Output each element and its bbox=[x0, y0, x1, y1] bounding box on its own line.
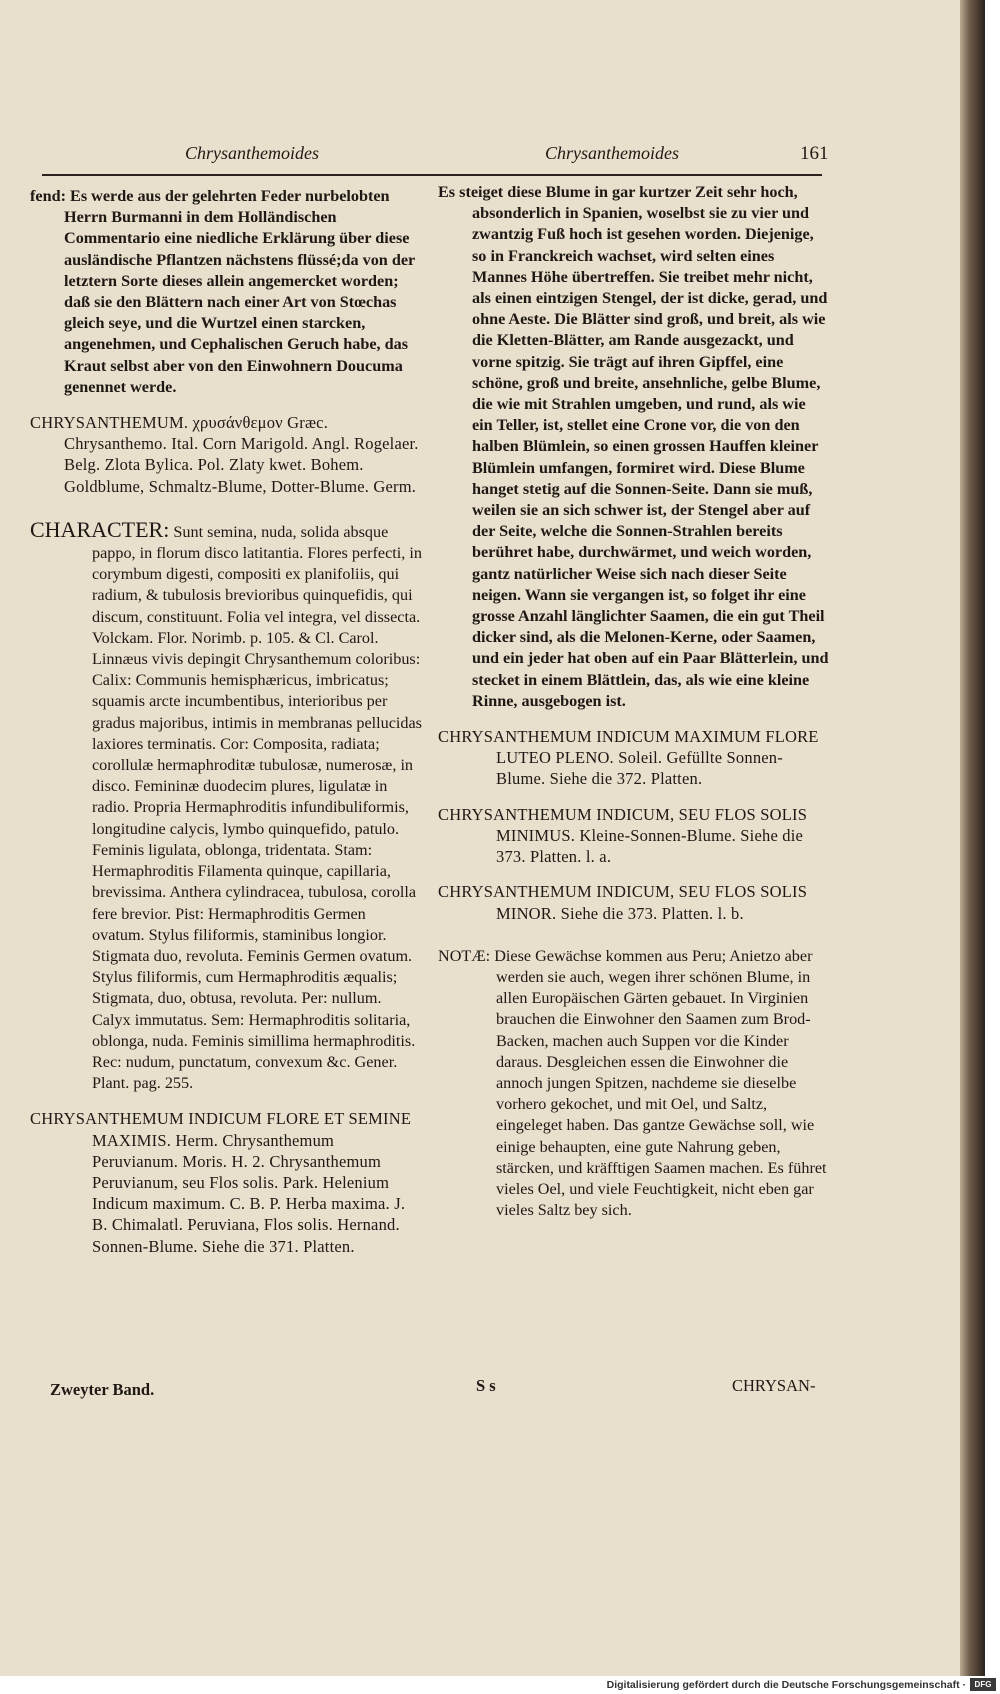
right-paragraph-minimus: CHRYSANTHEMUM INDICUM, SEU FLOS SOLIS MINIMUS. Kleine-Sonnen-Blume. Siehe die 373. Platten. l. a. bbox=[438, 804, 808, 867]
page-number: 161 bbox=[800, 143, 829, 164]
right-paragraph-description: Es steiget diese Blume in gar kurtzer Zeit sehr hoch, absonderlich in Spanien, woselbst sie zu vier und zwantzig Fuß hoch ist gesehen worden. Diejenige, so in Franckreich wachset, wird selten eines Mannes Höhe übertreffen. Sie treibet mehr nicht, als einen eintzigen Stengel, der ist dicke, gerad, und ohne Aeste. Die Blätter sind groß, und breit, als wie die Kletten-Blätter, am Rande ausgezackt, und vorne spitzig. Sie trägt auf ihren Gipffel, eine schöne, groß und breite, ansehnliche, gelbe Blume, die wie mit Strahlen umgeben, und rund, als wie ein Teller, ist, stellet eine Crone vor, die von den halben Blümlein, so einen grossen Hauffen kleiner Blümlein umfangen, formiret wird. Diese Blume hanget stetig auf die Sonnen-Seite. Dann sie muß, weilen sie an sich schwer ist, der Stengel aber auf der Seite, welche die Sonnen-Strahlen bereits berühret habe, durchwärmet, und weich worden, gantz natürlicher Weise sich nach dieser Seite neigen. Wann sie vergangen ist, so folget ihr eine grosse Anzahl länglichter Saamen, die ein gut Theil dicker sind, als die Melonen-Kerne, oder Saamen, und ein jeder hat oben auf ein Paar Blätterlein, und stecket in einem Blättlein, das, als wie eine kleine Rinne, ausgebogen ist. bbox=[438, 183, 829, 710]
left-paragraph-continuation: fend: Es werde aus der gelehrten Feder nurbelobten Herrn Burmanni in dem Holländischen Commentario eine niedliche Erklärung über diese ausländische Pflantzen nächstens flüssé;da von der letztern Sorte dieses allein angemercket worden; daß sie den Blättern nach einer Art von Stœchas gleich seye, und die Wurtzel einen starcken, angenehmen, und Cephalischen Geruch habe, das Kraut selbst aber von den Einwohnern Doucuma genennet werde. bbox=[30, 187, 415, 396]
character-heading: CHARACTER: bbox=[30, 516, 170, 542]
running-head-right: Chrysanthemoides bbox=[545, 143, 679, 163]
left-paragraph-indicum-maximis: CHRYSANTHEMUM INDICUM FLORE ET SEMINE MAXIMIS. Herm. Chrysanthemum Peruvianum. Moris. H. 2. Chrysanthemum Peruvianum, seu Flos solis. Park. Helenium Indicum maximum. C. B. P. Herba maxima. J. B. Chimalatl. Peruviana, Flos solis. Hernand. Sonnen-Blume. Siehe die 371. Platten. bbox=[30, 1109, 412, 1256]
volume-footer: Zweyter Band. bbox=[50, 1380, 155, 1399]
notae-paragraph: NOTÆ: Diese Gewächse kommen aus Peru; Anietzo aber werden sie auch, wegen ihrer schönen Blume, in allen Europäischen Gärten gebauet. In Virginien brauchen die Einwohner den Saamen zum Brod-Backen, machen auch Suppen vor die Kinder daraus. Desgleichen essen die Einwohner die annoch jungen Spitzen, nachdeme sie dieselbe vorhero gekochet, und mit Oel, und Saltz, eingeleget haben. Das gantze Gewächse soll, wie einige behaupten, eine gute Nahrung geben, stärcken, und kräfftigen Saamen machen. Es führet vieles Oel, und viele Feuchtigkeit, nicht eben gar vieles Saltz bey sich. bbox=[438, 946, 827, 1220]
running-head-left: Chrysanthemoides bbox=[185, 143, 319, 163]
dfg-logo: DFG bbox=[970, 1678, 996, 1691]
credit-text: Digitalisierung gefördert durch die Deutsche Forschungsgemeinschaft · bbox=[606, 1679, 966, 1691]
signature-mark: S s bbox=[476, 1376, 496, 1395]
catchword: CHRYSAN- bbox=[732, 1376, 816, 1395]
right-paragraph-flore-pleno: CHRYSANTHEMUM INDICUM MAXIMUM FLORE LUTEO PLENO. Soleil. Gefüllte Sonnen-Blume. Siehe die 372. Platten. bbox=[438, 727, 819, 789]
character-entry bbox=[30, 516, 422, 1094]
left-paragraph-chrysanthemum: CHRYSANTHEMUM. χρυσάνθεμον Græc. Chrysanthemo. Ital. Corn Marigold. Angl. Rogelaer. Belg. Zlota Bylica. Pol. Zlaty kwet. Bohem. Goldblume, Schmaltz-Blume, Dotter-Blume. Germ. bbox=[30, 413, 419, 496]
book-edge bbox=[960, 0, 985, 1676]
right-paragraph-minor: CHRYSANTHEMUM INDICUM, SEU FLOS SOLIS MINOR. Siehe die 373. Platten. l. b. bbox=[438, 882, 808, 923]
header-rule bbox=[42, 174, 822, 176]
left-column bbox=[30, 186, 422, 1257]
character-text: Sunt semina, nuda, solida absque pappo, in florum disco latitantia. Flores perfecti, in corymbum digesti, compositi ex planifoliis, qui radium, & tubulosis brevioribus quinquefidis, qui discum, constituunt. Folia vel integra, vel dissecta. Volckam. Flor. Norimb. p. 105. & Cl. Carol. Linnæus vivis depingit Chrysanthemum coloribus: Calix: Communis hemisphæricus, imbricatus; squamis arcte incumbentibus, interioribus per gradus majoribus, intimis in membranas pellucidas laxiores terminatis. Cor: Composita, radiata; corollulæ hermaphroditæ tubulosæ, numerosæ, in disco. Femininæ duodecim plures, ligulatæ in radio. Propria Hermaphroditis infundibuliformis, longitudine calycis, lymbo quinquefido, patulo. Feminis ligulata, oblonga, tridentata. Stam: Hermaphroditis Filamenta quinque, capillaria, brevissima. Anthera cylindracea, tubulosa, corolla fere brevior. Pist: Hermaphroditis Germen ovatum. Stylus filiformis, staminibus longior. Stigmata duo, revoluta. Feminis Germen ovatum. Stylus filiformis, cum Hermaphroditis æqualis; Stigmata, duo, obtusa, revoluta. Per: nullum. Calyx immutatus. Sem: Hermaphroditis solitaria, oblonga, nuda. Feminis simillima hermaphroditis. Rec: nudum, punctatum, convexum &c. Gener. Plant. pag. 255. bbox=[92, 522, 422, 1093]
right-column bbox=[438, 182, 830, 1221]
